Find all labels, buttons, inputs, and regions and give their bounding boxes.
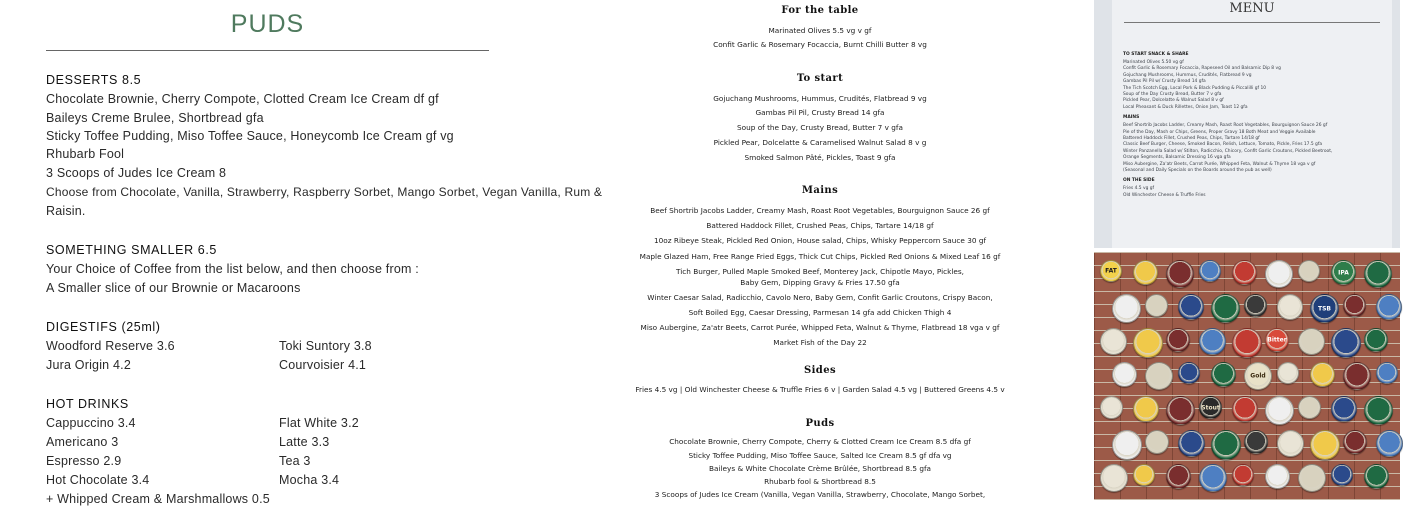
section-heading-start: To start [796, 73, 844, 84]
beer-mat-label: FAT [1105, 267, 1117, 275]
menu-photo-line: Pickled Pear, Dolcelatte & Walnut Salad 8 v gf [1123, 98, 1224, 104]
beer-mat [1376, 430, 1403, 457]
menu-item: Market Fish of the Day 22 [773, 338, 867, 347]
beer-mat [1112, 430, 1142, 460]
section-heading-puds: Puds [805, 418, 835, 429]
beer-mat [1178, 430, 1205, 457]
menu-photo-divider [1124, 22, 1380, 23]
beer-mat [1265, 464, 1290, 489]
beer-mat [1199, 260, 1221, 282]
digestifs-heading: DIGESTIFS (25ml) [46, 320, 161, 334]
menu-photo [1094, 0, 1400, 248]
menu-photo-line: Marinated Olives 5.50 vg gf [1123, 60, 1184, 65]
beer-mat [1145, 362, 1173, 390]
beer-mat [1211, 294, 1240, 323]
beer-mat-label: IPA [1338, 269, 1349, 276]
menu-item: Confit Garlic & Rosemary Focaccia, Burnt Chilli Butter 8 vg [713, 40, 927, 49]
menu-item: Soft Boiled Egg, Caesar Dressing, Parmesan 14 gfa add Chicken Thigh 4 [688, 308, 952, 317]
menu-photo-line: Battered Haddock Fillet, Crushed Peas, Chips, Tartare 14/18 gf [1123, 136, 1260, 141]
section-heading-table: For the table [781, 5, 859, 16]
beer-mat [1244, 362, 1272, 390]
smaller-item: Your Choice of Coffee from the list below, and then choose from : [46, 262, 419, 276]
beer-mat [1166, 396, 1195, 425]
menu-photo-line: Winter Panzanella Salad w/ Stilton, Radicchio, Chicory, Confit Garlic Croutons, Pickled Beetroot, [1123, 148, 1333, 154]
something-smaller-heading: SOMETHING SMALLER 6.5 [46, 243, 217, 257]
menu-item: Chocolate Brownie, Cherry Compote, Cherry & Clotted Cream Ice Cream 8.5 dfa gf [669, 437, 971, 446]
beer-mat [1232, 396, 1258, 422]
menu-item: Miso Aubergine, Za'atr Beets, Carrot Purée, Whipped Feta, Walnut & Thyme, Flatbread 18 vga v gf [640, 323, 1000, 332]
drink-item: Americano 3 [46, 435, 119, 449]
beer-mat [1112, 362, 1137, 387]
digestif-item: Woodford Reserve 3.6 [46, 339, 175, 353]
menu-item: Gojuchang Mushrooms, Hummus, Crudités, Flatbread 9 vg [713, 94, 927, 103]
dessert-item: Raisin. [46, 204, 86, 218]
beer-mat-label: Bitter [1267, 336, 1287, 344]
beer-mat [1178, 362, 1200, 384]
beer-mat-wall-photo [1094, 252, 1400, 500]
menu-photo-line: Soup of the Day Crusty Bread, Butter 7 v gfa [1123, 92, 1222, 97]
beer-mat [1310, 362, 1335, 387]
beer-mat [1265, 328, 1289, 352]
beer-mat [1376, 362, 1398, 384]
dessert-item: 3 Scoops of Judes Ice Cream 8 [46, 166, 227, 180]
beer-mat [1310, 294, 1339, 323]
menu-item: Baby Gem, Dipping Gravy & Fries 17.50 gfa [740, 278, 900, 287]
menu-photo-title: MENU [1229, 1, 1275, 16]
beer-mat [1277, 362, 1299, 384]
beer-mat [1133, 396, 1159, 422]
menu-photo-line: (Seasonal and Daily Specials on the Boards around the pub as well) [1123, 168, 1272, 173]
beer-mat [1166, 260, 1194, 288]
beer-mat-label: TSB [1318, 305, 1331, 312]
menu-item: Rhubarb fool & Shortbread 8.5 [764, 477, 876, 486]
beer-mat [1244, 294, 1267, 317]
beer-mat [1298, 396, 1321, 419]
smaller-item: A Smaller slice of our Brownie or Macaroons [46, 281, 301, 295]
menu-item: 10oz Ribeye Steak, Pickled Red Onion, House salad, Chips, Whisky Peppercorn Sauce 30 gf [653, 236, 987, 245]
beer-mat [1145, 294, 1168, 317]
menu-item: Smoked Salmon Pâté, Pickles, Toast 9 gfa [744, 153, 896, 162]
beer-mat-label: Gold [1250, 372, 1266, 380]
beer-mat [1376, 294, 1402, 320]
drink-item: Espresso 2.9 [46, 454, 122, 468]
menu-photo-line: TO START SNACK & SHARE [1123, 52, 1189, 57]
title-divider [46, 50, 489, 51]
beer-mat [1343, 430, 1367, 454]
beer-mat [1100, 396, 1123, 419]
beer-mat [1343, 362, 1371, 390]
beer-mat [1265, 260, 1293, 288]
beer-mat [1265, 396, 1294, 425]
page-title: PUDS [230, 10, 305, 38]
digestif-item: Jura Origin 4.2 [46, 358, 131, 372]
full-menu-panel [600, 0, 1040, 500]
beer-mat [1298, 328, 1325, 355]
desserts-heading: DESSERTS 8.5 [46, 73, 142, 87]
beer-mat [1211, 430, 1241, 460]
drink-item: Latte 3.3 [279, 435, 330, 449]
beer-mat [1178, 294, 1204, 320]
beer-mat [1166, 464, 1191, 489]
menu-item: Gambas Pil Pil, Crusty Bread 14 gfa [755, 108, 885, 117]
beer-mat [1100, 464, 1128, 492]
beer-mat [1364, 260, 1392, 288]
drink-item: Tea 3 [279, 454, 311, 468]
beer-mat [1100, 260, 1122, 282]
menu-photo-line: Beef Shortrib Jacobs Ladder, Creamy Mash, Roast Root Vegetables, Bourguignon Sauce 26 gf [1123, 123, 1328, 129]
beer-mat [1298, 260, 1320, 282]
menu-item: Tich Burger, Pulled Maple Smoked Beef, Monterey Jack, Chipotle Mayo, Pickles, [676, 267, 964, 276]
beer-mat [1145, 430, 1169, 454]
menu-photo-line: ON THE SIDE [1123, 178, 1155, 184]
menu-photo-line: Miso Aubergine, Za'atr Beets, Carrot Purée, Whipped Feta, Walnut & Thyme 18 vga v gf [1123, 161, 1316, 167]
beer-mat [1199, 328, 1226, 355]
menu-photo-line: Confit Garlic & Rosemary Focaccia, Rapeseed Oil and Balsamic Dip 8 vg [1123, 66, 1281, 72]
dessert-item: Choose from Chocolate, Vanilla, Strawberry, Raspberry Sorbet, Mango Sorbet, Vegan Vanilla, Rum & [46, 185, 603, 199]
digestif-item: Toki Suntory 3.8 [279, 339, 372, 353]
menu-item: Pickled Pear, Dolcelatte & Caramelised Walnut Salad 8 v g [713, 138, 927, 147]
beer-mat [1133, 328, 1163, 358]
dessert-item: Sticky Toffee Pudding, Miso Toffee Sauce, Honeycomb Ice Cream gf vg [46, 129, 454, 143]
menu-item: Battered Haddock Fillet, Crushed Peas, Chips, Tartare 14/18 gf [706, 221, 934, 230]
beer-mat [1310, 430, 1340, 460]
menu-item: Baileys & White Chocolate Crème Brûlée, Shortbread 8.5 gfa [708, 464, 931, 473]
beer-mat [1199, 396, 1222, 419]
beer-mat [1298, 464, 1326, 492]
menu-item: Sticky Toffee Pudding, Miso Toffee Sauce, Salted Ice Cream 8.5 gf dfa vg [688, 451, 952, 460]
beer-mat [1364, 464, 1389, 489]
menu-photo-line: The Tich Scotch Egg, Local Pork & Black Pudding & Piccalilli gf 10 [1123, 85, 1267, 91]
beer-mat [1277, 294, 1303, 320]
dessert-item: Chocolate Brownie, Cherry Compote, Clotted Cream Ice Cream df gf [46, 92, 439, 106]
beer-mat [1331, 328, 1361, 358]
beer-mat [1112, 294, 1141, 323]
menu-photo-line: MAINS [1123, 115, 1140, 121]
section-heading-sides: Sides [803, 365, 836, 376]
section-heading-mains: Mains [801, 185, 839, 196]
menu-photo-line: Orange Segments, Balsamic Dressing 16 vga gfa [1123, 155, 1231, 161]
menu-photo-line: Gambas Pil Pil w/ Crusty Bread 14 gfa [1123, 79, 1206, 85]
dessert-item: Rhubarb Fool [46, 147, 125, 161]
digestif-item: Courvoisier 4.1 [279, 358, 367, 372]
drink-item: Flat White 3.2 [279, 416, 359, 430]
menu-photo-line: Local Pheasant & Duck Rillettes, Onion Jam, Toast 12 gfa [1123, 104, 1248, 110]
beer-mat-label: Stout [1201, 404, 1220, 411]
menu-photo-line: Old Winchester Cheese & Truffle Fries [1123, 192, 1206, 198]
menu-photo-line: Classic Beef Burger, Cheese, Smoked Bacon, Relish, Lettuce, Tomato, Pickle, Fries 17.5 gfa [1123, 142, 1323, 148]
drink-item: Hot Chocolate 3.4 [46, 473, 150, 487]
beer-mat [1331, 464, 1353, 486]
drink-item: Cappuccino 3.4 [46, 416, 136, 430]
dessert-item: Baileys Creme Brulee, Shortbread gfa [46, 111, 264, 125]
beer-mat [1232, 260, 1257, 285]
menu-item: Marinated Olives 5.5 vg v gf [768, 26, 872, 35]
menu-item: Fries 4.5 vg | Old Winchester Cheese & Truffle Fries 6 v | Garden Salad 4.5 vg | Buttered Greens 4.5 v [635, 385, 1005, 394]
puds-menu-panel [0, 0, 603, 506]
drink-item: + Whipped Cream & Marshmallows 0.5 [46, 492, 270, 506]
menu-photo-line: Pie of the Day, Mash or Chips, Greens, Proper Gravy 18 Both Meat and Veggie Available [1123, 129, 1316, 135]
beer-mat [1331, 260, 1356, 285]
beer-mat [1133, 260, 1158, 285]
beer-mat [1133, 464, 1155, 486]
menu-item: Maple Glazed Ham, Free Range Fried Eggs, Thick Cut Chips, Pickled Red Onions & Mixed Leaf 16 gf [639, 252, 1001, 261]
menu-photo-line: Gojuchang Mushrooms, Hummus, Crudités, Flatbread 9 vg [1123, 72, 1252, 78]
beer-mat [1232, 328, 1262, 358]
beer-mat [1166, 328, 1190, 352]
beer-mat [1343, 294, 1366, 317]
beer-mat [1199, 464, 1227, 492]
menu-photo-line: Fries 4.5 vg gf [1123, 186, 1155, 192]
beer-mat [1100, 328, 1127, 355]
menu-item: Winter Caesar Salad, Radicchio, Cavolo Nero, Baby Gem, Confit Garlic Croutons, Crispy Bacon, [647, 293, 993, 302]
beer-mat [1244, 430, 1268, 454]
menu-photo-paper [1112, 0, 1392, 248]
drink-item: Mocha 3.4 [279, 473, 340, 487]
beer-mat [1211, 362, 1236, 387]
beer-mat [1364, 328, 1388, 352]
beer-mat [1232, 464, 1254, 486]
beer-mat [1277, 430, 1304, 457]
beer-mat [1364, 396, 1393, 425]
menu-item: Soup of the Day, Crusty Bread, Butter 7 v gfa [737, 123, 903, 132]
menu-item: 3 Scoops of Judes Ice Cream (Vanilla, Vegan Vanilla, Strawberry, Chocolate, Mango Sorbet, [654, 490, 986, 499]
beer-mat [1331, 396, 1357, 422]
hot-drinks-heading: HOT DRINKS [46, 397, 129, 411]
menu-item: Beef Shortrib Jacobs Ladder, Creamy Mash, Roast Root Vegetables, Bourguignon Sauce 26 gf [650, 206, 990, 215]
